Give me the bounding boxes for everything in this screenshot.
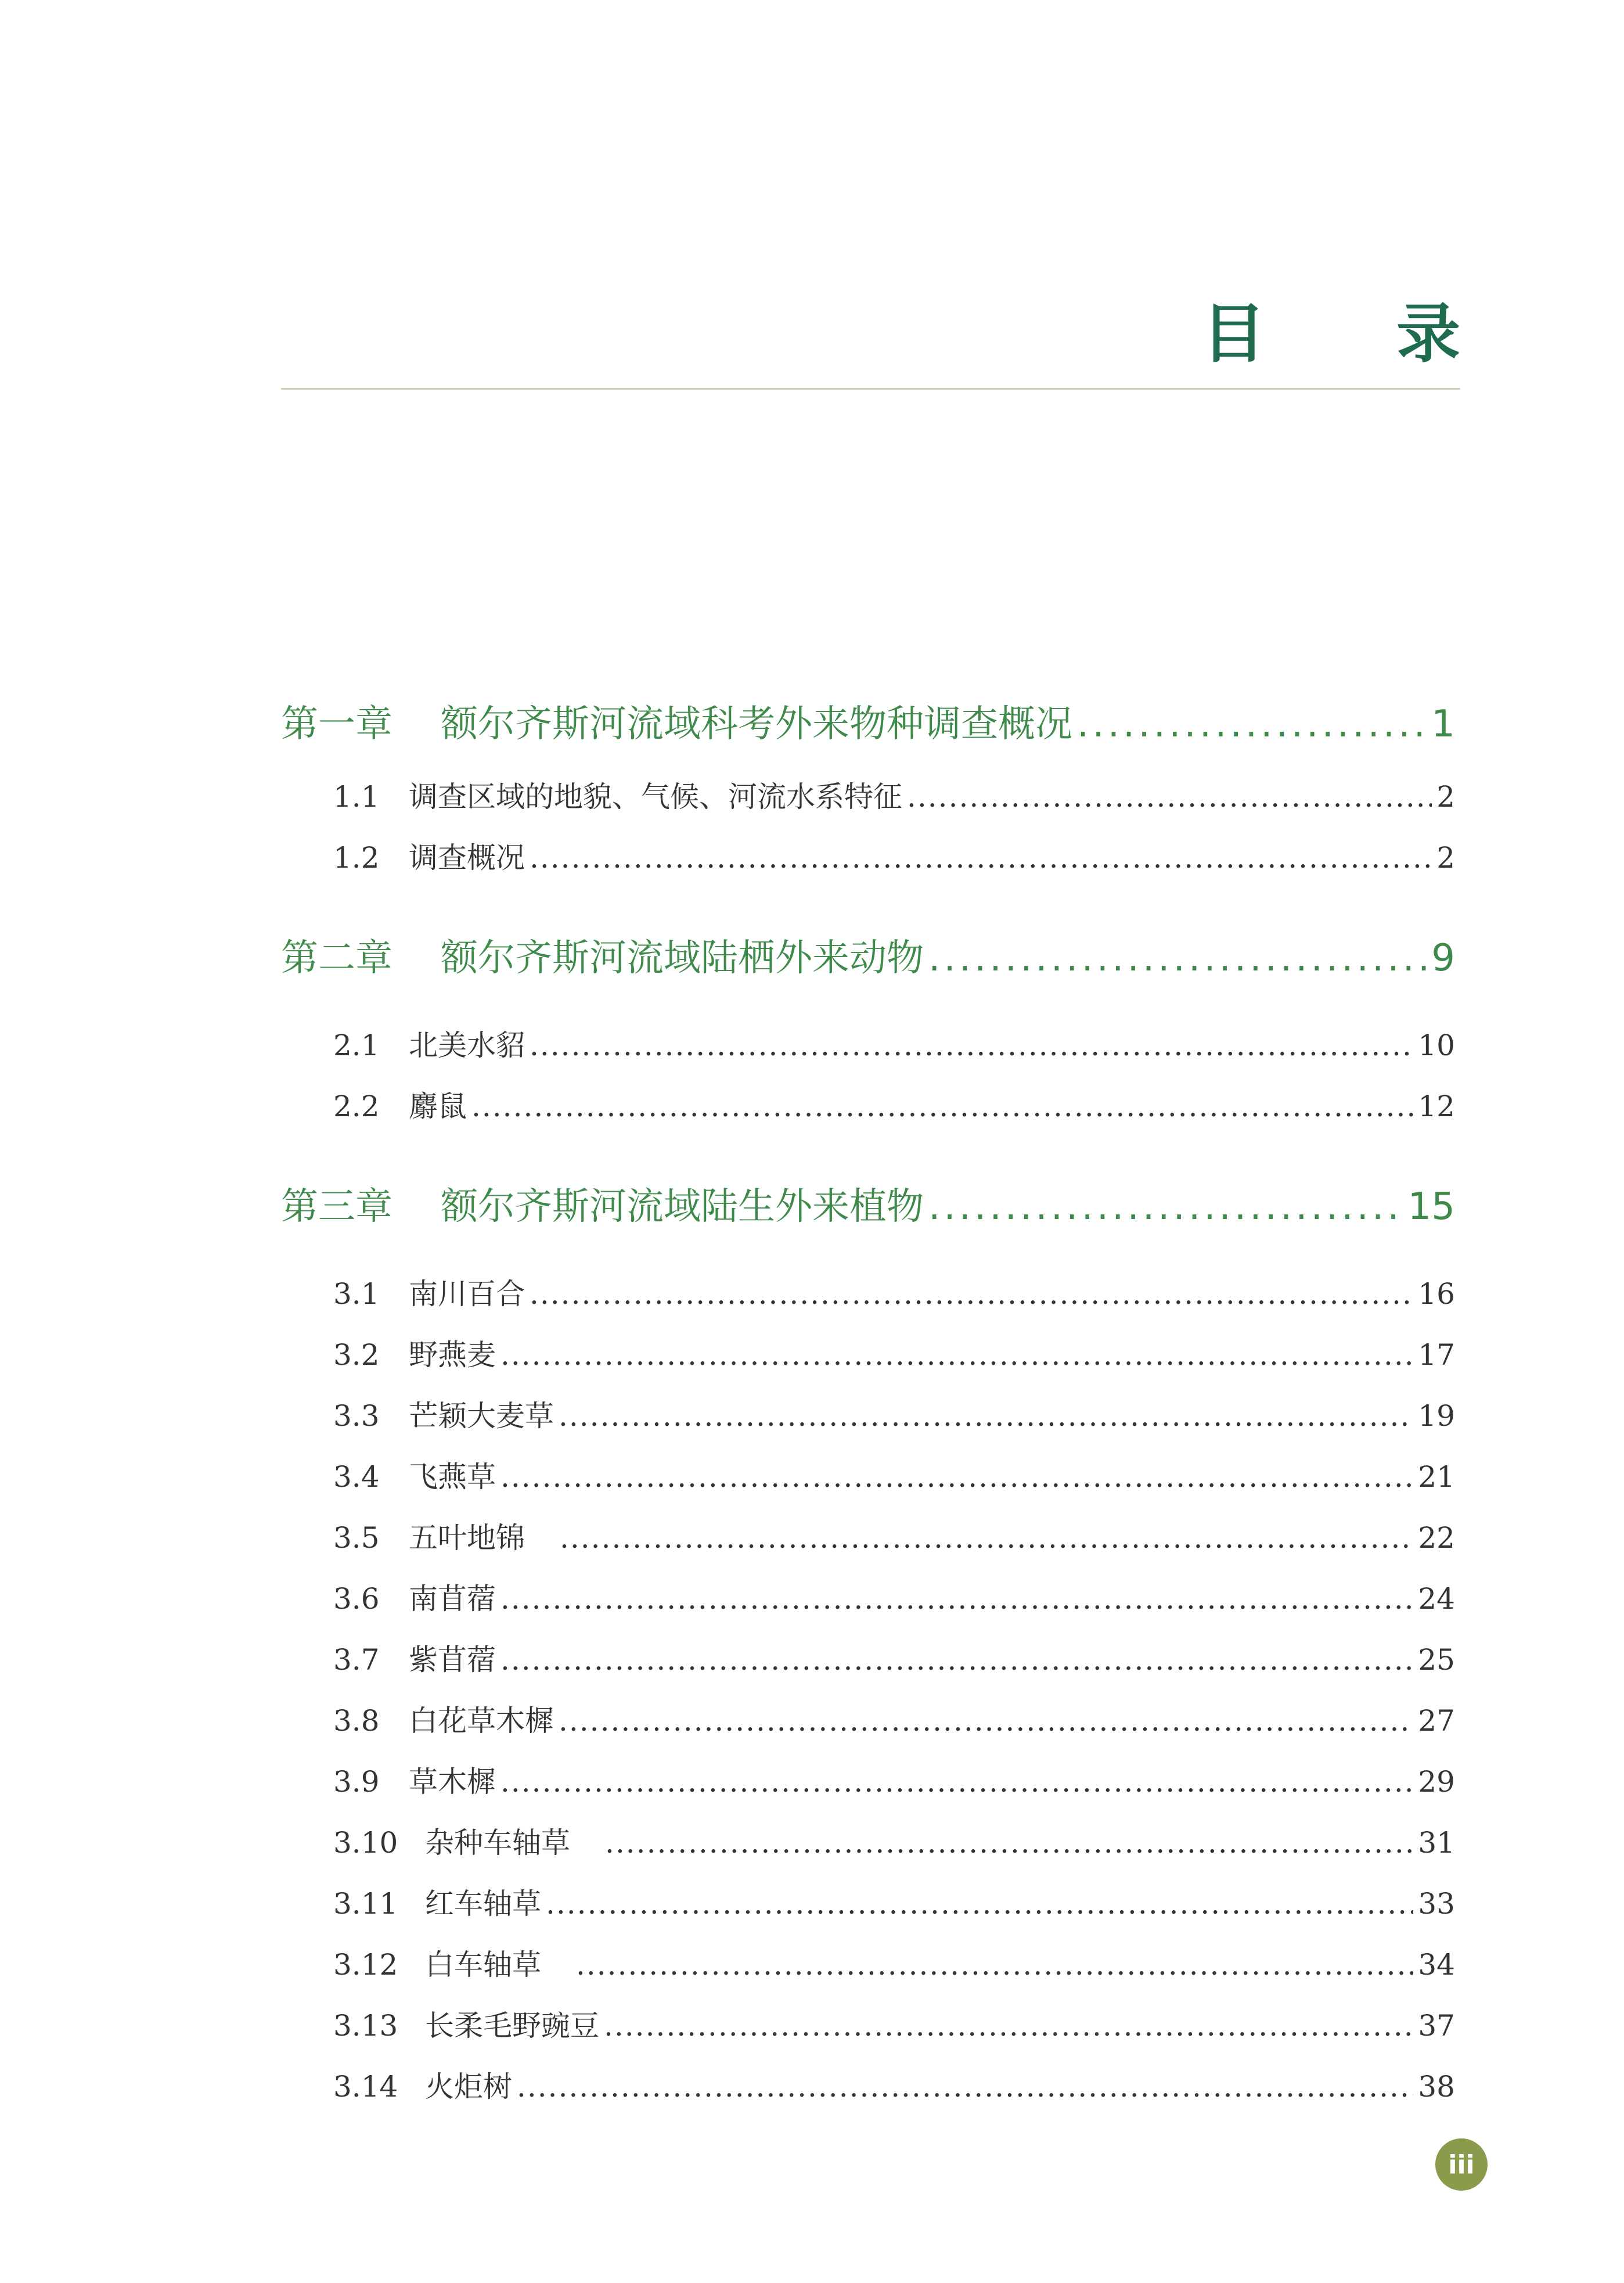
- toc-number: 3.4: [333, 1460, 380, 1494]
- toc-leader: [500, 1643, 1413, 1677]
- toc-leader: [500, 1338, 1413, 1372]
- toc-leader: [530, 1029, 1413, 1062]
- toc-page: 24: [1418, 1582, 1455, 1616]
- page-title: 目 录: [1201, 297, 1515, 371]
- toc-title: 额尔齐斯河流域陆栖外来动物: [441, 937, 924, 980]
- toc-number: 1.2: [333, 841, 380, 875]
- toc-section-3-11[interactable]: [281, 1881, 1455, 1922]
- toc-chapter-3[interactable]: [281, 1177, 1455, 1230]
- toc-leader: [559, 1399, 1413, 1433]
- toc-title: 芒颖大麦草: [409, 1399, 554, 1433]
- toc-page: 29: [1418, 1765, 1455, 1799]
- toc-leader: [928, 937, 1427, 980]
- toc-page: 2: [1436, 841, 1455, 875]
- toc-page: 34: [1418, 1948, 1455, 1982]
- toc-title: 火炬树: [425, 2070, 512, 2104]
- toc-title: 调查概况: [409, 841, 525, 875]
- toc-number: 第三章: [281, 1185, 393, 1228]
- toc-section-3-6[interactable]: [281, 1576, 1455, 1617]
- toc-number: 3.9: [333, 1765, 380, 1799]
- toc-leader: [530, 1277, 1413, 1311]
- toc-number: 3.3: [333, 1399, 380, 1433]
- toc-section-3-12[interactable]: [281, 1942, 1455, 1983]
- toc-title: 长柔毛野豌豆: [425, 2009, 599, 2043]
- toc-page: 12: [1418, 1090, 1455, 1123]
- toc-section-3-1[interactable]: [281, 1271, 1455, 1313]
- toc-leader: [530, 841, 1432, 875]
- toc-number: 第二章: [281, 937, 393, 980]
- toc-title: 南苜蓿: [409, 1582, 496, 1616]
- toc-section-3-9[interactable]: [281, 1759, 1455, 1800]
- toc-number: 1.1: [333, 780, 380, 814]
- toc-leader: [907, 780, 1432, 814]
- toc-leader: [560, 1521, 1413, 1555]
- toc-title: 麝鼠: [409, 1090, 467, 1123]
- toc-number: 3.8: [333, 1704, 380, 1738]
- toc-title: 杂种车轴草: [425, 1826, 570, 1860]
- toc-title: 白车轴草: [425, 1948, 541, 1982]
- toc-number: 3.1: [333, 1277, 380, 1311]
- toc-page: 37: [1418, 2009, 1455, 2043]
- toc-title: 白花草木樨: [409, 1704, 554, 1738]
- toc-section-2-1[interactable]: [281, 1022, 1455, 1064]
- toc-section-2-2[interactable]: [281, 1083, 1455, 1125]
- toc-leader: [500, 1765, 1413, 1799]
- toc-title: 额尔齐斯河流域陆生外来植物: [441, 1185, 924, 1228]
- toc-title: 飞燕草: [409, 1460, 496, 1494]
- toc-leader: [1077, 703, 1427, 746]
- toc-title: 调查区域的地貌、气候、河流水系特征: [409, 780, 902, 814]
- page-number-badge: iii: [1435, 2138, 1488, 2191]
- toc-leader: [559, 1704, 1413, 1738]
- toc-title: 南川百合: [409, 1277, 525, 1311]
- toc-title: 红车轴草: [425, 1887, 541, 1921]
- toc-leader: [605, 1826, 1413, 1860]
- toc-leader: [500, 1460, 1413, 1494]
- toc-page: 19: [1418, 1399, 1455, 1433]
- toc-section-1-2[interactable]: [281, 835, 1455, 876]
- toc-section-3-14[interactable]: [281, 2063, 1455, 2105]
- toc-title: 野燕麦: [409, 1338, 496, 1372]
- toc-number: 3.14: [333, 2070, 398, 2104]
- toc-section-3-4[interactable]: [281, 1454, 1455, 1495]
- toc-page: 21: [1418, 1460, 1455, 1494]
- toc-page: 1: [1431, 703, 1455, 746]
- toc-section-3-10[interactable]: [281, 1820, 1455, 1861]
- toc-title: 五叶地锦: [409, 1521, 525, 1555]
- toc-number: 第一章: [281, 703, 393, 746]
- toc-number: 3.2: [333, 1338, 380, 1372]
- toc-page: 27: [1418, 1704, 1455, 1738]
- toc-title: 草木樨: [409, 1765, 496, 1799]
- toc-page: 2: [1436, 780, 1455, 814]
- toc-number: 3.7: [333, 1643, 380, 1677]
- toc-title: 北美水貂: [409, 1029, 525, 1062]
- toc-chapter-2[interactable]: [281, 928, 1455, 981]
- toc-leader: [517, 2070, 1413, 2104]
- toc-section-3-8[interactable]: [281, 1698, 1455, 1739]
- toc-page: 16: [1418, 1277, 1455, 1311]
- toc-number: 3.10: [333, 1826, 398, 1860]
- toc-section-1-1[interactable]: [281, 774, 1455, 815]
- toc-page: 38: [1418, 2070, 1455, 2104]
- toc-leader: [928, 1185, 1403, 1228]
- toc-leader: [471, 1090, 1413, 1123]
- toc-page: 22: [1418, 1521, 1455, 1555]
- toc-number: 3.5: [333, 1521, 380, 1555]
- toc-number: 3.11: [333, 1887, 398, 1921]
- toc-section-3-7[interactable]: [281, 1637, 1455, 1678]
- toc-page: 33: [1418, 1887, 1455, 1921]
- toc-number: 3.6: [333, 1582, 380, 1616]
- toc-page: 10: [1418, 1029, 1455, 1062]
- toc-page: 25: [1418, 1643, 1455, 1677]
- toc-number: 3.12: [333, 1948, 398, 1982]
- toc-number: 3.13: [333, 2009, 398, 2043]
- toc-leader: [576, 1948, 1413, 1982]
- toc-section-3-13[interactable]: [281, 2002, 1455, 2044]
- toc-section-3-3[interactable]: [281, 1393, 1455, 1434]
- toc-number: 2.2: [333, 1090, 380, 1123]
- toc-number: 2.1: [333, 1029, 380, 1062]
- toc-section-3-2[interactable]: [281, 1332, 1455, 1374]
- toc-page: 17: [1418, 1338, 1455, 1372]
- toc-title: 额尔齐斯河流域科考外来物种调查概况: [441, 703, 1072, 746]
- title-divider: [281, 388, 1460, 390]
- toc-page: 15: [1407, 1185, 1455, 1228]
- toc-chapter-1[interactable]: [281, 694, 1455, 747]
- toc-leader: [546, 1887, 1413, 1921]
- toc-leader: [604, 2009, 1413, 2043]
- toc-page: 31: [1418, 1826, 1455, 1860]
- toc-section-3-5[interactable]: [281, 1515, 1455, 1556]
- toc-title: 紫苜蓿: [409, 1643, 496, 1677]
- toc-leader: [500, 1582, 1413, 1616]
- toc-page: 9: [1431, 937, 1455, 980]
